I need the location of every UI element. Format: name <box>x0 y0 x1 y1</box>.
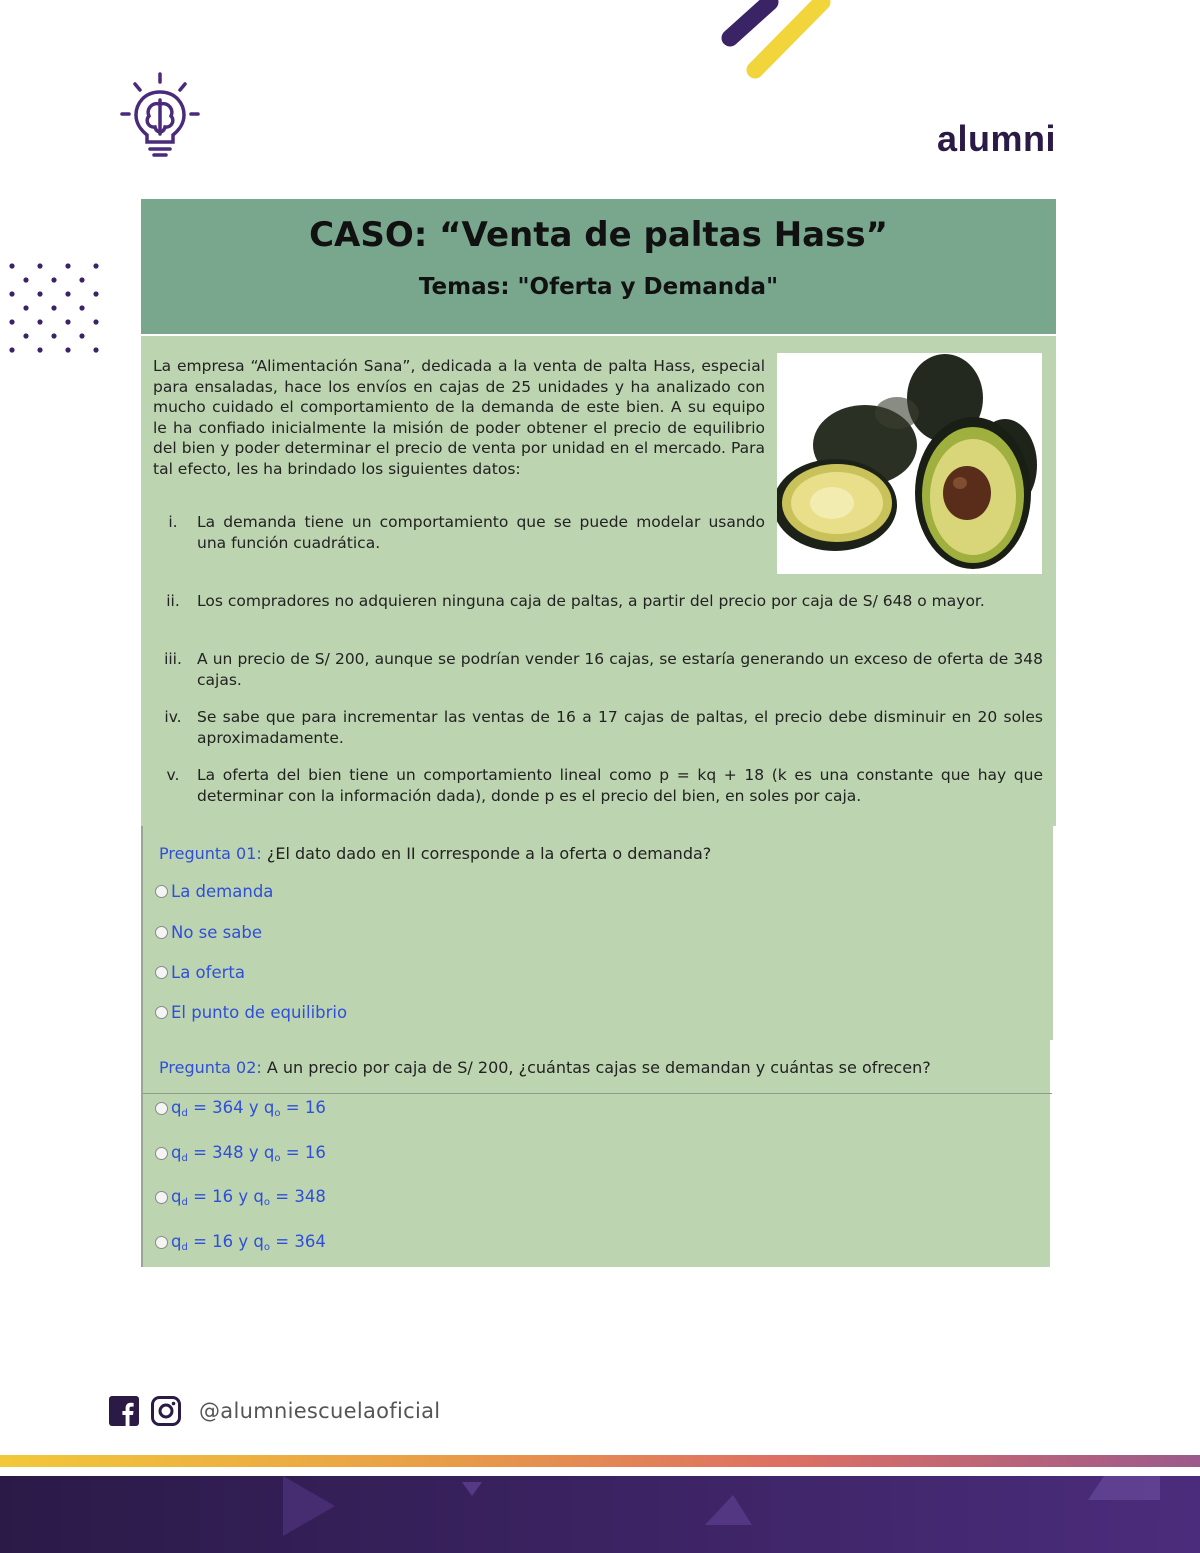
brand-logo: alumni <box>937 118 1057 159</box>
case-body <box>141 336 1056 826</box>
header-decoration-stripes <box>700 0 870 90</box>
item-number: iii. <box>164 650 182 668</box>
option-label: La demanda <box>171 882 274 901</box>
option-label: $q_d = 16$ y $q_o = 364$ <box>171 1232 326 1253</box>
option-label: La oferta <box>171 963 245 982</box>
q2-option-1[interactable] <box>155 1098 326 1119</box>
case-title: CASO: “Venta de paltas Hass” <box>309 215 888 255</box>
radio-button[interactable] <box>155 926 168 939</box>
avocado-image <box>777 353 1042 574</box>
option-label: $q_d = 348$ y $q_o = 16$ <box>171 1143 326 1164</box>
item-number: i. <box>168 513 178 531</box>
q1-option-equilibrio[interactable] <box>155 1003 347 1022</box>
question-01-label: Pregunta 01: <box>159 844 262 863</box>
q1-option-no-se-sabe[interactable] <box>155 923 262 942</box>
item-number: v. <box>166 766 180 784</box>
question-02-prompt <box>159 1058 931 1077</box>
footer-gradient-bar <box>0 1455 1200 1467</box>
item-text: Se sabe que para incrementar las ventas de 16 a 17 cajas de paltas, el precio debe disminuir en 20 soles aproximadamente. <box>197 708 1043 747</box>
instagram-icon[interactable] <box>151 1396 181 1426</box>
q1-option-demanda[interactable] <box>155 882 273 901</box>
option-label: El punto de equilibrio <box>171 1003 348 1022</box>
divider <box>143 1093 1052 1094</box>
option-label: $q_d = 16$ y $q_o = 348$ <box>171 1187 326 1208</box>
item-number: ii. <box>166 592 180 610</box>
question-01 <box>141 826 1053 1040</box>
option-label: $q_d = 364$ y $q_o = 16$ <box>171 1098 326 1119</box>
radio-button[interactable] <box>155 1147 168 1160</box>
case-intro: La empresa “Alimentación Sana”, dedicada a la venta de palta Hass, especial para ensaladas, hace los envíos en cajas de 25 unidades y ha analizado con mucho cuidado el comportamiento de la demanda de este bien. A su equipo le ha confiado inicialmente la misión de poder obtener el precio de equilibrio del bien y poder determinar el precio de venta por unidad en el mercado. Para tal efecto, les ha brindado los siguientes datos: <box>153 357 765 478</box>
question-02-text: A un precio por caja de S/ 200, ¿cuántas cajas se demandan y cuántas se ofrecen? <box>261 1058 931 1077</box>
q2-option-4[interactable] <box>155 1232 326 1253</box>
radio-button[interactable] <box>155 966 168 979</box>
question-01-prompt <box>159 844 711 863</box>
question-02 <box>141 1040 1050 1267</box>
option-label: No se sabe <box>171 923 263 942</box>
case-subtitle: Temas: "Oferta y Demanda" <box>418 274 779 300</box>
social-handle[interactable]: @alumniescuelaoficial <box>199 1399 441 1423</box>
radio-button[interactable] <box>155 1191 168 1204</box>
dots-decoration <box>6 262 106 358</box>
social-links <box>109 1396 440 1426</box>
case-card <box>141 199 1056 826</box>
question-01-text: ¿El dato dado en II corresponde a la oferta o demanda? <box>261 844 712 863</box>
radio-button[interactable] <box>155 885 168 898</box>
footer-band <box>0 1476 1200 1553</box>
item-text: Los compradores no adquieren ninguna caja de paltas, a partir del precio por caja de S/ 648 o mayor. <box>197 592 985 610</box>
facebook-icon[interactable] <box>109 1396 139 1426</box>
item-number: iv. <box>164 708 182 726</box>
question-02-label: Pregunta 02: <box>159 1058 262 1077</box>
radio-button[interactable] <box>155 1102 168 1115</box>
radio-button[interactable] <box>155 1006 168 1019</box>
item-text: La demanda tiene un comportamiento que se puede modelar usando una función cuadrática. <box>197 513 765 552</box>
item-text: A un precio de S/ 200, aunque se podrían vender 16 cajas, se estaría generando un exceso de oferta de 348 cajas. <box>197 650 1043 689</box>
case-header <box>141 199 1056 334</box>
q2-option-3[interactable] <box>155 1187 326 1208</box>
q2-option-2[interactable] <box>155 1143 326 1164</box>
radio-button[interactable] <box>155 1236 168 1249</box>
item-text: La oferta del bien tiene un comportamiento lineal como p = kq + 18 (k es una constante que hay que determinar con la información dada), donde p es el precio del bien, en soles por caja. <box>197 766 1043 805</box>
lightbulb-brain-icon <box>118 72 202 158</box>
q1-option-oferta[interactable] <box>155 963 245 982</box>
